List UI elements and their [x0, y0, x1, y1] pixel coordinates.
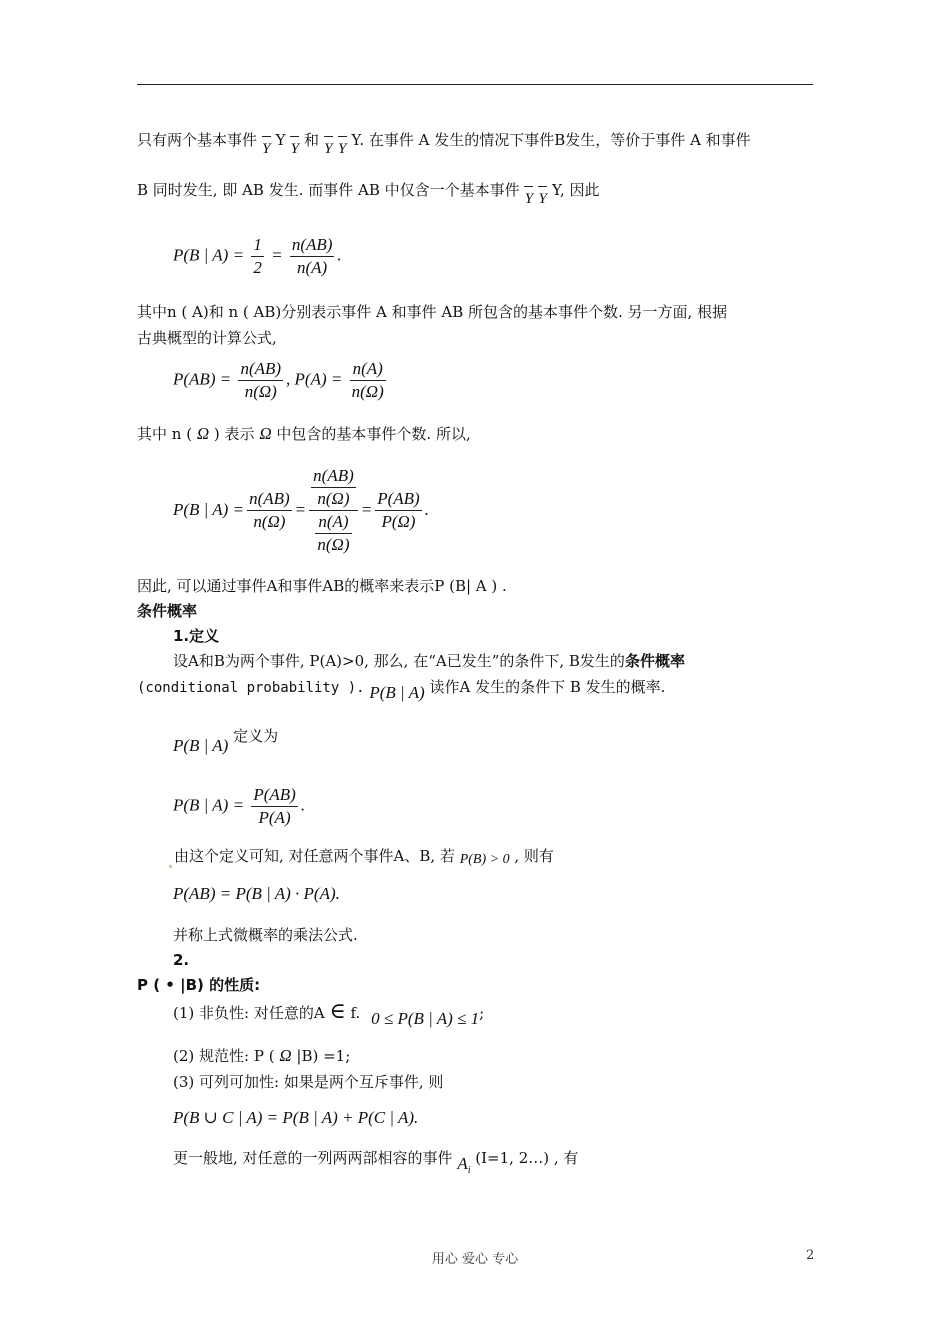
- page-footer: 用心 爱心 专心: [431, 1252, 519, 1267]
- text-line: 古典概型的计算公式,: [137, 329, 277, 347]
- property-line: (1) 非负性: 对任意的A ∈ f. 0 ≤ P(B | A) ≤ 1;: [173, 998, 485, 1028]
- page-number: 2: [806, 1248, 815, 1263]
- text-line: 更一般地, 对任意的一列两两部相容的事件 $A_i$ (I=1, 2…) , 有: [173, 1149, 579, 1176]
- subsection-heading: 1.定义: [173, 627, 220, 645]
- text-line: B 同时发生, 即 AB 发生. 而事件 AB 中仅含一个基本事件 Y Y Y, 因此: [137, 181, 600, 207]
- property-line: (3) 可列可加性: 如果是两个互斥事件, 则: [173, 1073, 444, 1091]
- y-bar-symbol: Y: [338, 136, 347, 159]
- text-line: (conditional probability ). P(B | A) 读作A 发生的条件下 B 发生的概率.: [137, 678, 666, 702]
- text-line: 只有两个基本事件 Y Y Y 和 Y Y Y. 在事件 A 发生的情况下事件B发生，等价于事件 A 和事件: [137, 131, 751, 157]
- y-bar-symbol: Y: [538, 186, 547, 209]
- text-line: 因此, 可以通过事件A和事件AB的概率来表示P (B| A ) .: [137, 577, 507, 595]
- y-bar-symbol: Y: [290, 136, 299, 159]
- formula-derivation: P(B | A) = n(AB) n(Ω) = $\frac{n(AB)}{n(\Omega)}$ $\frac{n(A)}{n(\Omega)}$ = P(AB) P(Ω) .: [173, 465, 429, 554]
- text-line: 由这个定义可知, 对任意两个事件A、B, 若 P(B) > 0 , 则有: [169, 846, 554, 868]
- formula-conditional-example: P(B | A) = $\frac{1}{2}$ = $\frac{n(AB)}{n(A)}$ .: [173, 235, 342, 277]
- section-heading: 条件概率: [137, 602, 198, 620]
- subsection-heading: 2.: [173, 951, 190, 969]
- property-line: (2) 规范性: P ( Ω |B) =1;: [173, 1046, 351, 1065]
- text-line: 其中 n ( Ω ) 表示 Ω 中包含的基本事件个数. 所以,: [137, 424, 471, 443]
- formula-definition: P(B | A) = $\frac{P(AB)}{P(A)}$ .: [173, 785, 306, 827]
- text-line: 其中n ( A)和 n ( AB)分别表示事件 A 和事件 AB 所包含的基本事件个数. 另一方面, 根据: [137, 303, 728, 321]
- formula-classical-probability: P(AB) = $\frac{n(AB)}{n(\Omega)}$ , P(A) = $\frac{n(A)}{n(\Omega)}$: [173, 359, 384, 401]
- formula-additivity: P(B ∪ C | A) = P(B | A) + P(C | A).: [173, 1108, 419, 1127]
- formula-multiplication: P(AB) = P(B | A) · P(A).: [173, 884, 340, 903]
- y-bar-symbol: Y: [262, 136, 271, 159]
- y-bar-symbol: Y: [524, 186, 533, 209]
- y-bar-symbol: Y: [324, 136, 333, 159]
- section-heading: P ( • |B) 的性质:: [137, 976, 261, 994]
- text-line: 设A和B为两个事件, P(A)>0, 那么, 在“A已发生”的条件下, B发生的条件概率: [173, 652, 685, 670]
- header-rule: [137, 84, 813, 85]
- text-line: 并称上式微概率的乘法公式.: [173, 926, 358, 944]
- text-line: P(B | A) 定义为: [173, 727, 279, 755]
